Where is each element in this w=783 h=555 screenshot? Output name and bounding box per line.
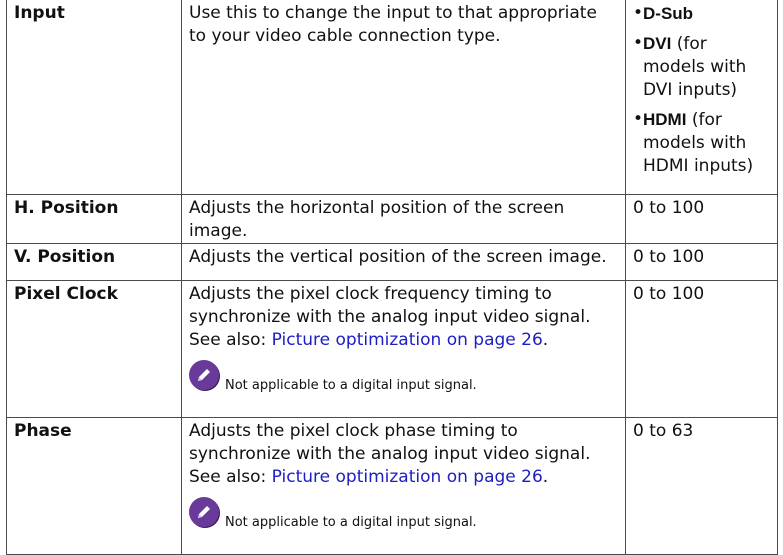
option-detail: (for models with HDMI inputs) [643,110,754,176]
item-description: Adjusts the horizontal position of the screen image. [182,195,626,244]
item-range: 0 to 100 [626,195,778,244]
note-text: Not applicable to a digital input signal. [225,515,477,530]
see-also [189,466,619,489]
option-dsub: • D-Sub [633,3,694,23]
option-name: HDMI [643,110,687,129]
see-also-link[interactable]: Picture optimization on page 26 [271,330,543,350]
see-also-suffix: . [542,330,549,350]
pencil-note-icon [189,497,219,527]
item-name: Pixel Clock [7,281,182,418]
see-also-prefix: See also: [189,330,272,350]
item-description: Use this to change the input to that appropriate to your video cable connection type. [182,0,626,195]
item-description-cell [182,418,626,555]
option-detail: (for models with DVI inputs) [643,34,747,100]
item-name: V. Position [7,244,182,281]
table-row-h-position [7,195,778,244]
item-options [626,0,778,195]
note [189,360,619,393]
pencil-note-icon [189,360,219,390]
see-also [189,329,619,352]
item-description-cell [182,281,626,418]
item-name: Phase [7,418,182,555]
option-dvi: • DVI (for models with DVI inputs) [633,33,747,100]
input-options-list [633,2,771,178]
see-also-prefix: See also: [189,467,272,487]
item-description: Adjusts the pixel clock phase timing to synchronize with the analog input video signal. [189,421,591,464]
table-row-v-position [7,244,778,281]
item-name: Input [7,0,182,195]
see-also-suffix: . [542,467,549,487]
table-row-pixel-clock [7,281,778,418]
table-row-phase [7,418,778,555]
item-description: Adjusts the vertical position of the screen image. [182,244,626,281]
table-row-input [7,0,778,195]
note [189,497,619,530]
note-text: Not applicable to a digital input signal. [225,378,477,393]
option-name: DVI [643,34,672,53]
item-range: 0 to 63 [626,418,778,555]
item-name: H. Position [7,195,182,244]
settings-table [6,0,778,555]
option-hdmi: • HDMI (for models with HDMI inputs) [633,109,754,176]
item-range: 0 to 100 [626,281,778,418]
item-range: 0 to 100 [626,244,778,281]
see-also-link[interactable]: Picture optimization on page 26 [271,467,543,487]
option-name: D-Sub [643,4,694,23]
item-description: Adjusts the pixel clock frequency timing to synchronize with the analog input video signal. [189,284,591,327]
